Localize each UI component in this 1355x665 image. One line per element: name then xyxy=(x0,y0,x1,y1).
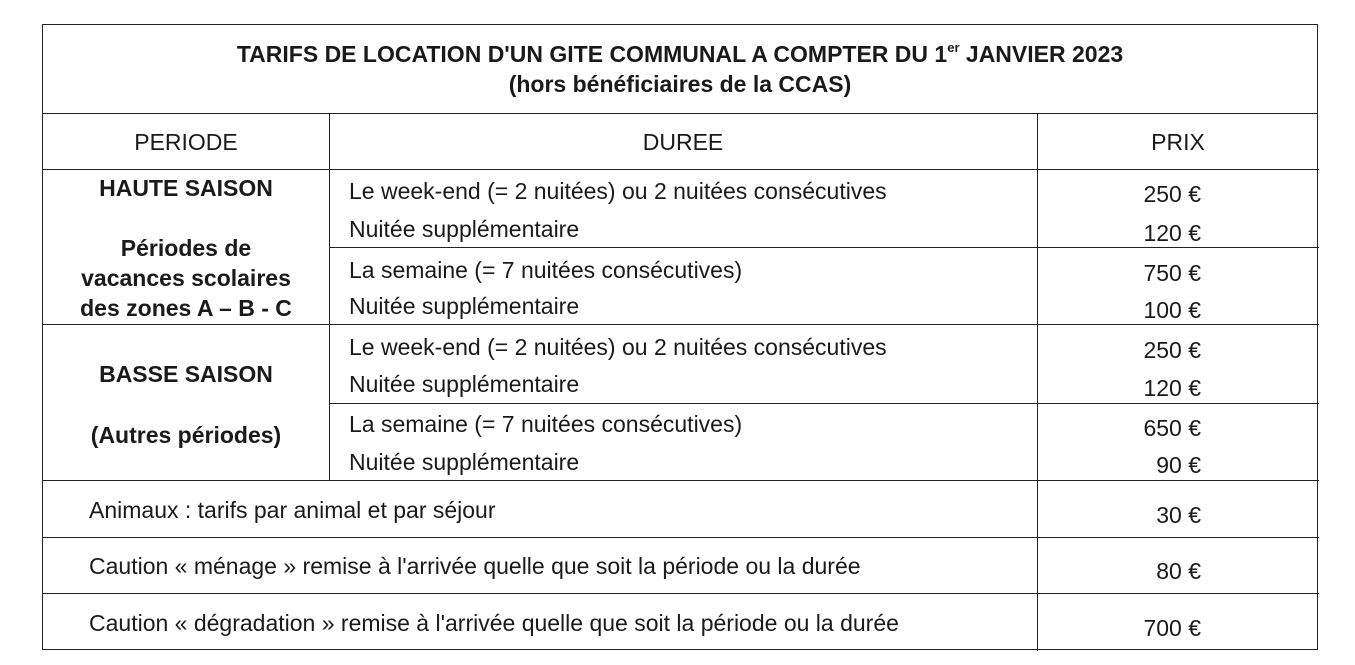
title-line-2: (hors bénéficiaires de la CCAS) xyxy=(508,71,852,97)
basse-desc: (Autres périodes) xyxy=(90,422,282,448)
basse-row-4-prix: 90 € xyxy=(1156,452,1201,478)
basse-row-1-duree: Le week-end (= 2 nuitées) ou 2 nuitées consécutives xyxy=(349,334,887,360)
title-main: TARIFS DE LOCATION D'UN GITE COMMUNAL A COMPTER DU 1 xyxy=(236,41,948,67)
tariff-table xyxy=(42,24,1318,650)
basse-saison-label: BASSE SAISON xyxy=(99,361,273,387)
header-divider xyxy=(43,169,1319,170)
header-periode: PERIODE xyxy=(134,129,238,155)
extra-degradation-prix: 700 € xyxy=(1143,615,1201,641)
haute-row-4-prix: 100 € xyxy=(1143,297,1201,323)
extras-divider-1 xyxy=(43,480,1319,481)
haute-saison-label: HAUTE SAISON xyxy=(99,175,273,201)
haute-row-4-duree: Nuitée supplémentaire xyxy=(349,293,580,319)
haute-desc-line-2: vacances scolaires xyxy=(81,265,291,291)
haute-row-1-duree: Le week-end (= 2 nuitées) ou 2 nuitées consécutives xyxy=(349,178,887,204)
extra-menage-label: Caution « ménage » remise à l'arrivée quelle que soit la période ou la durée xyxy=(89,553,861,579)
haute-sub-divider xyxy=(329,247,1319,248)
extra-menage-prix: 80 € xyxy=(1156,558,1201,584)
periode-duree-divider xyxy=(329,114,330,480)
title-line-1 xyxy=(43,39,1317,69)
haute-desc-line-3: des zones A – B - C xyxy=(80,295,292,321)
haute-row-3-duree: La semaine (= 7 nuitées consécutives) xyxy=(349,257,743,283)
haute-row-2-prix: 120 € xyxy=(1143,220,1201,246)
basse-row-3-duree: La semaine (= 7 nuitées consécutives) xyxy=(349,411,743,437)
basse-row-2-prix: 120 € xyxy=(1143,375,1201,401)
title-end: JANVIER 2023 xyxy=(959,41,1124,67)
haute-row-1-prix: 250 € xyxy=(1143,181,1201,207)
extra-degradation-label: Caution « dégradation » remise à l'arrivée quelle que soit la période ou la durée xyxy=(89,610,899,636)
title-superscript: er xyxy=(947,40,960,55)
haute-row-3-prix: 750 € xyxy=(1143,260,1201,286)
header-prix: PRIX xyxy=(1151,129,1205,155)
basse-row-2-duree: Nuitée supplémentaire xyxy=(349,371,580,397)
extra-animaux-prix: 30 € xyxy=(1156,502,1201,528)
table-title xyxy=(43,25,1317,114)
header-duree: DUREE xyxy=(642,129,724,155)
basse-sub-divider xyxy=(329,403,1319,404)
duree-prix-divider xyxy=(1037,114,1038,651)
haute-desc-line-1: Périodes de xyxy=(120,235,252,261)
extras-divider-2 xyxy=(43,537,1319,538)
extra-animaux-label: Animaux : tarifs par animal et par séjour xyxy=(89,497,496,523)
extras-divider-3 xyxy=(43,593,1319,594)
basse-row-4-duree: Nuitée supplémentaire xyxy=(349,449,580,475)
season-divider xyxy=(43,324,1319,325)
haute-row-2-duree: Nuitée supplémentaire xyxy=(349,216,580,242)
basse-row-3-prix: 650 € xyxy=(1143,415,1201,441)
basse-row-1-prix: 250 € xyxy=(1143,337,1201,363)
